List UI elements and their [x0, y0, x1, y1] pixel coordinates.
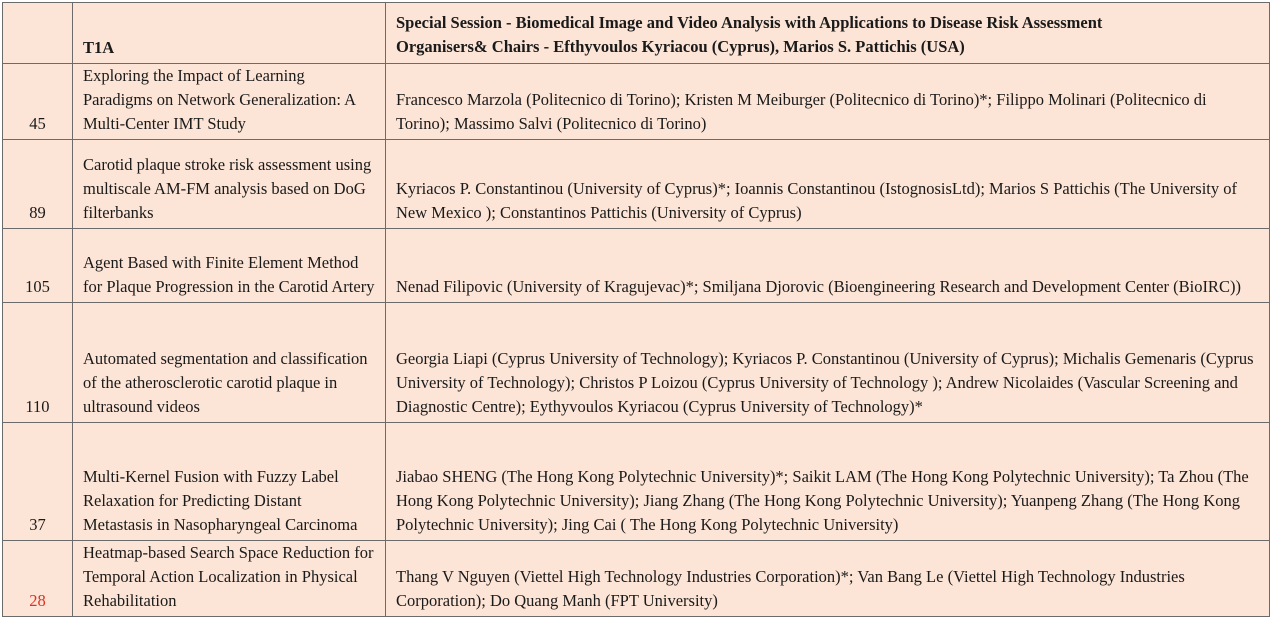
paper-title: Exploring the Impact of Learning Paradigms on Network Generalization: A Multi-Center IMT Study [73, 64, 386, 140]
table-row [3, 541, 1270, 617]
session-code: T1A [73, 3, 386, 64]
paper-title: Automated segmentation and classification of the atherosclerotic carotid plaque in ultrasound videos [73, 303, 386, 423]
paper-authors: Georgia Liapi (Cyprus University of Technology); Kyriacos P. Constantinou (University of Cyprus); Michalis Gemenaris (Cyprus University of Technology); Christos P Loizou (Cyprus University of Technology ); Andrew Nicolaides (Vascular Screening and Diagnostic Centre); Eythyvoulos Kyriacou (Cyprus University of Technology)* [386, 303, 1270, 423]
paper-title: Multi-Kernel Fusion with Fuzzy Label Relaxation for Predicting Distant Metastasis in Nasopharyngeal Carcinoma [73, 423, 386, 541]
paper-id: 89 [3, 140, 73, 229]
paper-authors: Thang V Nguyen (Viettel High Technology Industries Corporation)*; Van Bang Le (Viettel High Technology Industries Corporation); Do Quang Manh (FPT University) [386, 541, 1270, 617]
session-organisers: Organisers& Chairs - Efthyvoulos Kyriacou (Cyprus), Marios S. Pattichis (USA) [396, 37, 965, 56]
table-row [3, 64, 1270, 140]
paper-authors: Nenad Filipovic (University of Kragujevac)*; Smiljana Djorovic (Bioengineering Research and Development Center (BioIRC)) [386, 229, 1270, 303]
paper-title: Heatmap-based Search Space Reduction for Temporal Action Localization in Physical Rehabilitation [73, 541, 386, 617]
session-title-cell [386, 3, 1270, 64]
session-title: Special Session - Biomedical Image and Video Analysis with Applications to Disease Risk Assessment [396, 13, 1103, 32]
table-row [3, 140, 1270, 229]
header-blank-cell [3, 3, 73, 64]
session-table [2, 2, 1270, 617]
paper-id: 105 [3, 229, 73, 303]
paper-authors: Kyriacos P. Constantinou (University of Cyprus)*; Ioannis Constantinou (IstognosisLtd); Marios S Pattichis (The University of New Mexico ); Constantinos Pattichis (University of Cyprus) [386, 140, 1270, 229]
paper-id: 110 [3, 303, 73, 423]
table-row [3, 229, 1270, 303]
paper-title: Agent Based with Finite Element Method for Plaque Progression in the Carotid Artery [73, 229, 386, 303]
paper-id: 28 [3, 541, 73, 617]
paper-authors: Francesco Marzola (Politecnico di Torino); Kristen M Meiburger (Politecnico di Torino)*; Filippo Molinari (Politecnico di Torino); Massimo Salvi (Politecnico di Torino) [386, 64, 1270, 140]
paper-authors: Jiabao SHENG (The Hong Kong Polytechnic University)*; Saikit LAM (The Hong Kong Polytechnic University); Ta Zhou (The Hong Kong Polytechnic University); Jiang Zhang (The Hong Kong Polytechnic University); Yuanpeng Zhang (The Hong Kong Polytechnic University); Jing Cai ( The Hong Kong Polytechnic University) [386, 423, 1270, 541]
paper-id: 37 [3, 423, 73, 541]
table-row [3, 423, 1270, 541]
paper-title: Carotid plaque stroke risk assessment using multiscale AM-FM analysis based on DoG filterbanks [73, 140, 386, 229]
table-row [3, 303, 1270, 423]
session-header-row [3, 3, 1270, 64]
paper-id: 45 [3, 64, 73, 140]
